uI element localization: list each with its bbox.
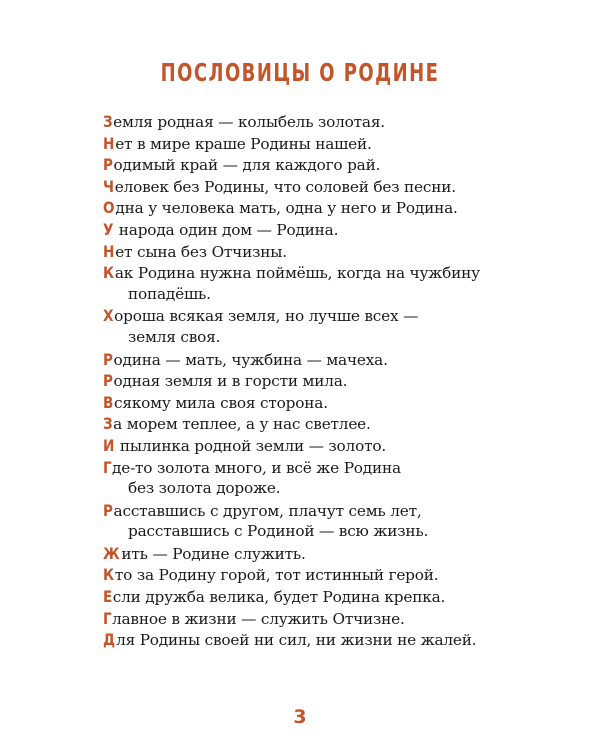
page-number: 3 <box>293 706 307 728</box>
proverb-initial: Н <box>103 241 115 261</box>
proverb <box>103 241 583 263</box>
proverb-text: а морем теплее, а у нас светлее. <box>113 415 371 434</box>
proverb-text: ороша всякая земля, но лучше всех — <box>114 307 419 326</box>
proverb <box>103 629 583 651</box>
proverb <box>103 370 583 392</box>
proverb <box>103 176 583 198</box>
proverb-text: дна у человека мать, одна у него и Родина. <box>115 199 458 218</box>
proverb-text: еловек без Родины, что соловей без песни. <box>114 177 456 196</box>
proverb <box>103 457 583 479</box>
proverb-text: ак Родина нужна поймёшь, когда на чужбину <box>114 264 480 283</box>
proverb-initial: И <box>103 435 115 455</box>
proverb-text: ить — Родине служить. <box>121 544 306 563</box>
proverb <box>103 500 583 522</box>
proverb-text: пылинка родной земли — золото. <box>115 436 387 455</box>
proverb-initial: Е <box>103 587 113 607</box>
proverb-text: ет сына без Отчизны. <box>115 242 287 261</box>
proverb-initial: Х <box>103 306 114 326</box>
proverb <box>103 305 583 327</box>
proverb-text: асставшись с другом, плачут семь лет, <box>113 501 422 520</box>
proverb <box>103 586 583 608</box>
proverb-continuation: попадёшь. <box>128 284 211 303</box>
proverb <box>103 197 583 219</box>
proverb <box>103 262 583 284</box>
proverb-initial: Р <box>103 371 113 391</box>
proverb <box>103 392 583 414</box>
proverb-initial: Ч <box>103 176 114 196</box>
proverb-text: лавное в жизни — служить Отчизне. <box>112 609 405 628</box>
proverb-initial: Д <box>103 630 115 650</box>
proverb-initial: Р <box>103 155 113 175</box>
proverb-initial: В <box>103 392 114 412</box>
proverb-initial: К <box>103 565 114 585</box>
proverb <box>103 133 583 155</box>
proverb <box>103 154 583 176</box>
proverb-initial: Н <box>103 133 115 153</box>
proverb-initial: К <box>103 263 114 283</box>
proverb-initial: Г <box>103 608 112 628</box>
proverb <box>103 608 583 630</box>
proverb <box>103 543 583 565</box>
proverb-continuation: без золота дороже. <box>128 479 281 498</box>
proverb-initial: З <box>103 414 113 434</box>
proverb <box>103 349 583 371</box>
proverb-initial: Р <box>103 500 113 520</box>
proverb-text: ля Родины своей ни сил, ни жизни не жалей. <box>116 631 477 650</box>
proverb-text: народа один дом — Родина. <box>114 220 339 239</box>
proverb <box>103 435 583 457</box>
proverb-initial: О <box>103 198 115 218</box>
proverb-text: ет в мире краше Родины нашей. <box>115 134 372 153</box>
proverb-text: сли дружба велика, будет Родина крепка. <box>112 588 446 607</box>
proverb-initial: У <box>103 219 114 239</box>
proverb-text: одина — мать, чужбина — мачеха. <box>113 350 388 369</box>
proverb <box>103 564 583 586</box>
proverb-text: сякому мила своя сторона. <box>114 393 328 412</box>
proverb-initial: Ж <box>103 543 120 563</box>
page-title: ПОСЛОВИЦЫ О РОДИНЕ <box>160 58 440 87</box>
proverb-initial: Г <box>103 457 112 477</box>
proverb-text: емля родная — колыбель золотая. <box>113 113 385 131</box>
proverb <box>103 413 583 435</box>
proverb-text: де-то золота много, и всё же Родина <box>112 458 401 477</box>
proverb-continuation: земля своя. <box>128 327 221 346</box>
proverb <box>103 111 583 133</box>
proverb-initial: З <box>103 112 113 131</box>
proverb-text: одимый край — для каждого рай. <box>113 156 381 175</box>
proverb-text: одная земля и в горсти мила. <box>113 372 348 391</box>
proverb-initial: Р <box>103 349 113 369</box>
proverb <box>103 219 583 241</box>
proverb-continuation: расставшись с Родиной — всю жизнь. <box>128 522 429 541</box>
proverb-text: то за Родину горой, тот истинный герой. <box>114 566 439 585</box>
proverb-list <box>103 111 583 651</box>
